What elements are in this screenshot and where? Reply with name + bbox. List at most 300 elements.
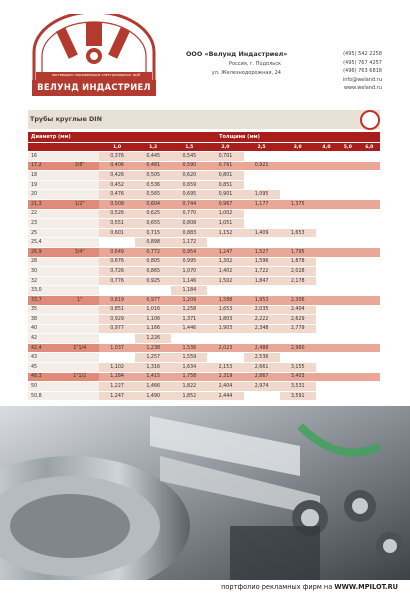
weight-cell: 0,726	[99, 267, 135, 277]
weight-cell	[316, 199, 337, 209]
weight-cell: 1,878	[280, 257, 316, 267]
thickness-col-header: 2,0	[207, 143, 243, 152]
weight-cell: 1,852	[171, 391, 207, 401]
thickness-values-row	[28, 143, 380, 152]
table-row	[28, 161, 380, 171]
table-row	[28, 171, 380, 181]
weight-cell: 1,536	[171, 343, 207, 353]
address-city: Россия, г. Подольск	[228, 61, 281, 67]
weight-cell	[359, 286, 380, 296]
weight-cell	[280, 190, 316, 200]
weight-cell	[244, 180, 280, 190]
weight-cell	[359, 372, 380, 382]
weight-cell	[337, 199, 358, 209]
weight-cell	[337, 343, 358, 353]
weight-cell: 1,415	[135, 372, 171, 382]
weight-cell	[316, 247, 337, 257]
weight-cell: 2,779	[280, 324, 316, 334]
weight-cell: 0,883	[171, 228, 207, 238]
company-name: ООО «Велунд Индастриел»	[186, 50, 288, 58]
inch-size-cell	[60, 382, 99, 392]
inch-size-cell	[60, 152, 99, 162]
weight-cell	[316, 257, 337, 267]
weight-cell	[337, 209, 358, 219]
weight-cell: 3,403	[280, 372, 316, 382]
weight-cell: 0,620	[171, 171, 207, 181]
weight-cell	[280, 161, 316, 171]
table-row	[28, 372, 380, 382]
weight-cell: 0,476	[99, 190, 135, 200]
address-street: ул. Железнодорожная, 24	[211, 70, 281, 76]
diameter-cell: 33,0	[28, 286, 60, 296]
weight-cell	[337, 247, 358, 257]
weight-cell: 1,490	[135, 391, 171, 401]
weight-cell: 0,801	[207, 171, 243, 181]
weight-cell	[280, 286, 316, 296]
weight-cell: 1,316	[135, 363, 171, 373]
thickness-header: Толщина (мм)	[99, 132, 380, 143]
weight-cell	[359, 171, 380, 181]
product-photo	[0, 406, 410, 580]
weight-cell: 1,634	[171, 363, 207, 373]
weight-cell: 1,209	[171, 295, 207, 305]
weight-cell	[280, 152, 316, 162]
weight-cell	[280, 180, 316, 190]
weight-cell: 1,402	[207, 267, 243, 277]
weight-cell	[316, 209, 337, 219]
weight-cell	[337, 171, 358, 181]
weight-cell	[337, 286, 358, 296]
table-row	[28, 152, 380, 162]
weight-cell: 1,152	[207, 228, 243, 238]
weight-cell: 2,222	[244, 315, 280, 325]
weight-cell: 1,172	[171, 238, 207, 248]
weight-cell	[207, 238, 243, 248]
weight-cell: 0,851	[99, 305, 135, 315]
weight-cell	[359, 391, 380, 401]
weight-cell	[316, 190, 337, 200]
weight-cell: 1,596	[244, 257, 280, 267]
weight-cell: 0,851	[207, 180, 243, 190]
table-row	[28, 247, 380, 257]
weight-cell	[359, 161, 380, 171]
weight-cell: 1,070	[171, 267, 207, 277]
weight-cell	[316, 315, 337, 325]
weight-cell: 0,805	[135, 257, 171, 267]
weight-cell: 1,247	[207, 247, 243, 257]
weight-cell: 0,995	[171, 257, 207, 267]
weight-cell: 0,508	[99, 199, 135, 209]
thickness-col-header: 4,0	[316, 143, 337, 152]
weight-cell: 1,146	[171, 276, 207, 286]
weight-cell: 2,023	[207, 343, 243, 353]
weight-cell	[337, 228, 358, 238]
table-body	[28, 152, 380, 401]
section-title: Трубы круглые DIN	[30, 115, 103, 123]
weight-cell	[359, 334, 380, 344]
thickness-col-header: 1,5	[171, 143, 207, 152]
weight-cell	[337, 353, 358, 363]
weight-cell	[244, 286, 280, 296]
weight-cell: 1,247	[99, 391, 135, 401]
weight-cell: 1,527	[244, 247, 280, 257]
weight-cell: 0,590	[171, 161, 207, 171]
weight-cell: 0,659	[171, 180, 207, 190]
weight-cell: 1,002	[207, 209, 243, 219]
company-logo	[28, 14, 160, 100]
weight-cell	[337, 305, 358, 315]
diameter-cell: 48,3	[28, 372, 60, 382]
diameter-cell: 32	[28, 276, 60, 286]
footer-prefix: портфолио рекламных фирм на	[221, 583, 335, 591]
weight-cell: 0,954	[171, 247, 207, 257]
weight-cell	[244, 238, 280, 248]
weight-cell	[280, 219, 316, 229]
weight-cell	[244, 209, 280, 219]
weight-cell	[337, 190, 358, 200]
weight-cell: 1,051	[207, 219, 243, 229]
diameter-cell: 50	[28, 382, 60, 392]
table-row	[28, 353, 380, 363]
table-row	[28, 295, 380, 305]
header-spacer	[28, 143, 99, 152]
table-row	[28, 315, 380, 325]
thickness-col-header: 2,5	[244, 143, 280, 152]
inch-size-cell: 3/8"	[60, 161, 99, 171]
weight-cell: 0,625	[135, 209, 171, 219]
diameter-header: Диаметр (мм)	[28, 132, 99, 143]
weight-cell: 0,898	[135, 238, 171, 248]
weight-cell	[316, 286, 337, 296]
inch-size-cell	[60, 190, 99, 200]
weight-cell: 1,795	[280, 247, 316, 257]
weight-cell: 0,776	[99, 276, 135, 286]
inch-size-cell	[60, 363, 99, 373]
table-row	[28, 180, 380, 190]
weight-cell	[359, 267, 380, 277]
weight-cell: 2,306	[280, 295, 316, 305]
weight-cell	[359, 295, 380, 305]
weight-cell: 2,153	[207, 363, 243, 373]
weight-cell: 0,715	[135, 228, 171, 238]
weight-cell: 0,977	[99, 324, 135, 334]
weight-cell: 1,588	[207, 295, 243, 305]
weight-cell: 0,481	[135, 161, 171, 171]
weight-cell: 1,446	[171, 324, 207, 334]
inch-size-cell: 1"1/4	[60, 343, 99, 353]
weight-cell	[337, 276, 358, 286]
weight-cell	[135, 286, 171, 296]
weight-cell	[337, 257, 358, 267]
diameter-cell: 17,2	[28, 161, 60, 171]
diameter-cell: 42	[28, 334, 60, 344]
diameter-cell: 21,3	[28, 199, 60, 209]
weight-cell	[280, 353, 316, 363]
footer-site-link[interactable]: WWW.MPILOT.RU	[334, 583, 398, 591]
weight-cell	[359, 382, 380, 392]
table-row	[28, 238, 380, 248]
weight-cell: 0,452	[99, 180, 135, 190]
weight-cell	[316, 343, 337, 353]
weight-cell	[99, 334, 135, 344]
weight-cell: 2,404	[207, 382, 243, 392]
table-row	[28, 286, 380, 296]
weight-cell	[316, 391, 337, 401]
inch-size-cell	[60, 315, 99, 325]
table-row	[28, 343, 380, 353]
inch-size-cell: 3/4"	[60, 247, 99, 257]
weight-cell	[316, 238, 337, 248]
weight-cell: 2,536	[244, 353, 280, 363]
inch-size-cell	[60, 334, 99, 344]
weight-cell	[337, 315, 358, 325]
weight-cell: 0,770	[171, 209, 207, 219]
weight-cell: 1,559	[171, 353, 207, 363]
diameter-cell: 22	[28, 209, 60, 219]
weight-cell	[244, 152, 280, 162]
weight-cell: 0,565	[135, 190, 171, 200]
weight-cell	[359, 315, 380, 325]
weight-cell: 1,102	[99, 363, 135, 373]
table-row	[28, 257, 380, 267]
weight-cell: 0,526	[99, 209, 135, 219]
weight-cell	[337, 382, 358, 392]
weight-cell	[280, 171, 316, 181]
weight-cell	[359, 219, 380, 229]
circle-pipe-icon	[360, 110, 380, 130]
weight-cell	[337, 152, 358, 162]
weight-cell: 0,977	[135, 295, 171, 305]
weight-cell: 2,028	[280, 267, 316, 277]
weight-cell: 0,695	[171, 190, 207, 200]
weight-cell	[316, 171, 337, 181]
weight-cell	[316, 180, 337, 190]
diameter-cell: 19	[28, 180, 60, 190]
inch-size-cell	[60, 305, 99, 315]
weight-cell: 1,184	[99, 372, 135, 382]
weight-cell: 0,601	[99, 228, 135, 238]
weight-cell	[337, 295, 358, 305]
weight-cell: 0,925	[135, 276, 171, 286]
weight-cell: 0,376	[99, 152, 135, 162]
weight-cell	[359, 363, 380, 373]
weight-cell	[280, 238, 316, 248]
inch-size-cell	[60, 228, 99, 238]
weight-cell: 0,604	[135, 199, 171, 209]
weight-cell	[359, 247, 380, 257]
weight-cell	[316, 363, 337, 373]
phone-2: (495) 767 4257	[343, 59, 382, 66]
weight-cell	[280, 209, 316, 219]
weight-cell	[244, 391, 280, 401]
weight-cell: 0,901	[207, 190, 243, 200]
weight-cell: 1,758	[171, 372, 207, 382]
weight-cell	[99, 238, 135, 248]
weight-cell	[316, 382, 337, 392]
inch-size-cell: 1/2"	[60, 199, 99, 209]
weight-cell	[337, 219, 358, 229]
weight-cell: 1,258	[171, 305, 207, 315]
weight-cell: 0,676	[99, 257, 135, 267]
weight-cell	[244, 219, 280, 229]
weight-cell: 1,238	[135, 343, 171, 353]
weight-cell	[316, 161, 337, 171]
weight-cell	[207, 353, 243, 363]
weight-cell: 0,701	[207, 152, 243, 162]
weight-cell	[359, 190, 380, 200]
weight-cell: 0,921	[244, 161, 280, 171]
weight-cell: 1,847	[244, 276, 280, 286]
table-row	[28, 382, 380, 392]
weight-cell: 1,106	[135, 315, 171, 325]
weight-cell	[359, 199, 380, 209]
weight-cell	[359, 257, 380, 267]
inch-size-cell	[60, 219, 99, 229]
table-row	[28, 324, 380, 334]
weight-cell: 0,929	[99, 315, 135, 325]
diameter-cell: 20	[28, 190, 60, 200]
weight-cell: 0,406	[99, 161, 135, 171]
weight-cell: 1,953	[244, 295, 280, 305]
weight-cell	[316, 305, 337, 315]
weight-cell: 1,375	[280, 199, 316, 209]
table-row	[28, 228, 380, 238]
inch-size-cell	[60, 267, 99, 277]
table-row	[28, 219, 380, 229]
weight-cell: 3,531	[280, 382, 316, 392]
weight-cell: 1,257	[135, 353, 171, 363]
weight-cell: 2,488	[244, 343, 280, 353]
weight-cell	[316, 276, 337, 286]
inch-size-cell	[60, 209, 99, 219]
weight-cell: 1,466	[135, 382, 171, 392]
contact-block	[330, 50, 382, 93]
weight-cell: 0,536	[135, 180, 171, 190]
weight-cell: 0,819	[99, 295, 135, 305]
diameter-cell: 38	[28, 315, 60, 325]
weight-cell: 1,302	[207, 257, 243, 267]
weight-cell: 1,803	[207, 315, 243, 325]
company-address	[196, 60, 281, 78]
weight-cell	[280, 334, 316, 344]
thickness-col-header: 1,2	[135, 143, 171, 152]
diameter-cell: 16	[28, 152, 60, 162]
inch-size-cell	[60, 276, 99, 286]
inch-size-cell	[60, 324, 99, 334]
weight-cell: 2,444	[207, 391, 243, 401]
weight-cell: 0,649	[99, 247, 135, 257]
weight-cell: 1,722	[244, 267, 280, 277]
weight-cell: 0,761	[207, 161, 243, 171]
weight-cell: 0,445	[135, 152, 171, 162]
weight-cell: 3,591	[280, 391, 316, 401]
phone-1: (495) 542 2258	[343, 51, 382, 57]
weight-cell: 0,505	[135, 171, 171, 181]
weight-cell	[359, 305, 380, 315]
weight-cell	[337, 363, 358, 373]
weight-cell	[316, 295, 337, 305]
table-row	[28, 199, 380, 209]
website-link[interactable]: www.weland.ru	[343, 85, 382, 91]
weight-cell	[316, 267, 337, 277]
weight-cell: 1,227	[99, 382, 135, 392]
table-row	[28, 276, 380, 286]
diameter-cell: 43	[28, 353, 60, 363]
weight-cell: 2,035	[244, 305, 280, 315]
diameter-cell: 50,8	[28, 391, 60, 401]
weight-cell: 1,177	[244, 199, 280, 209]
diameter-cell: 40	[28, 324, 60, 334]
weight-cell	[99, 353, 135, 363]
weight-cell	[337, 324, 358, 334]
weight-cell	[359, 324, 380, 334]
weight-cell: 2,319	[207, 372, 243, 382]
inch-size-cell: 1"	[60, 295, 99, 305]
weight-cell	[316, 219, 337, 229]
weight-cell	[359, 353, 380, 363]
inch-size-cell	[60, 353, 99, 363]
weight-cell: 2,661	[244, 363, 280, 373]
weight-cell: 1,184	[171, 286, 207, 296]
diameter-cell: 26,9	[28, 247, 60, 257]
weight-cell	[316, 228, 337, 238]
weight-cell: 0,967	[207, 199, 243, 209]
thickness-col-header: 5,0	[337, 143, 358, 152]
weight-cell	[316, 152, 337, 162]
table-row	[28, 391, 380, 401]
diameter-cell: 35	[28, 305, 60, 315]
thickness-col-header: 3,0	[280, 143, 316, 152]
weight-cell: 0,865	[135, 267, 171, 277]
weight-cell: 1,653	[280, 228, 316, 238]
weight-cell: 2,974	[244, 382, 280, 392]
weight-cell	[337, 180, 358, 190]
footer	[0, 580, 410, 595]
pipe-weight-table	[28, 132, 380, 401]
weight-cell: 1,226	[135, 334, 171, 344]
weight-cell: 1,166	[135, 324, 171, 334]
weight-cell	[244, 171, 280, 181]
weight-cell	[99, 286, 135, 296]
weight-cell	[359, 152, 380, 162]
weight-cell: 1,016	[135, 305, 171, 315]
diameter-cell: 25	[28, 228, 60, 238]
inch-size-cell: 1"1/2	[60, 372, 99, 382]
table-row	[28, 305, 380, 315]
weight-cell	[171, 334, 207, 344]
weight-cell: 0,551	[99, 219, 135, 229]
table-row	[28, 334, 380, 344]
email-link[interactable]: info@weland.ru	[342, 76, 382, 83]
weight-cell: 2,629	[280, 315, 316, 325]
weight-cell: 0,808	[171, 219, 207, 229]
inch-size-cell	[60, 238, 99, 248]
weight-cell: 2,867	[244, 372, 280, 382]
phone-3: (496) 763 6818	[343, 68, 382, 74]
weight-cell	[359, 276, 380, 286]
weight-cell: 0,655	[135, 219, 171, 229]
inch-size-cell	[60, 257, 99, 267]
weight-cell	[316, 372, 337, 382]
weight-cell	[359, 180, 380, 190]
weight-cell: 0,545	[171, 152, 207, 162]
weight-cell: 1,653	[207, 305, 243, 315]
inch-size-cell	[60, 171, 99, 181]
weight-cell	[337, 161, 358, 171]
logo-tagline: поставщики нержавеющих электросварных труб	[51, 73, 141, 77]
diameter-cell: 30	[28, 267, 60, 277]
weight-cell: 1,037	[99, 343, 135, 353]
